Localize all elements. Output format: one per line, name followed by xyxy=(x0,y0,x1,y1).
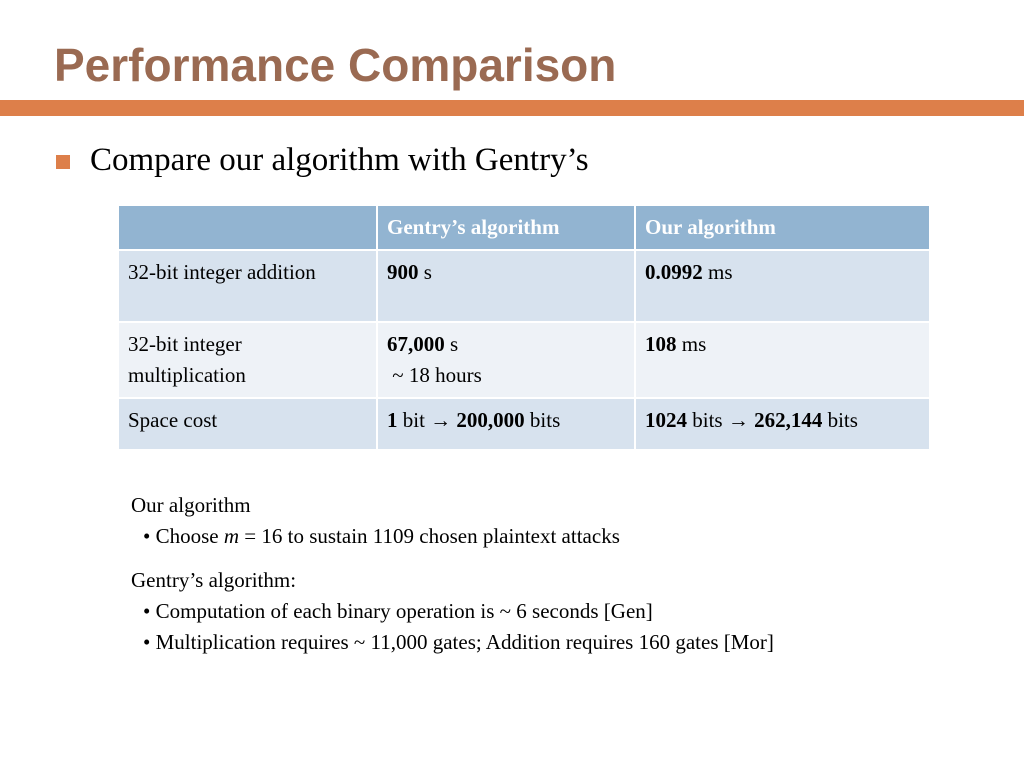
gentry-addition-unit: s xyxy=(418,260,432,284)
gentry-space-from-unit: bit → xyxy=(397,408,457,432)
notes-gentry-item-2: • Multiplication requires ~ 11,000 gates; Addition requires 160 gates [Mor] xyxy=(143,630,774,654)
notes-ours-item-var: m xyxy=(223,524,240,548)
gentry-addition-cell xyxy=(377,250,635,322)
gentry-addition-value: 900 xyxy=(387,260,419,284)
table-row xyxy=(118,322,930,398)
gentry-multiplication-unit: s xyxy=(444,332,459,356)
gentry-space-cell xyxy=(377,398,635,450)
notes-ours-heading: Our algorithm xyxy=(131,493,251,517)
header-gentry: Gentry’s algorithm xyxy=(377,205,635,250)
title-divider xyxy=(0,100,1024,116)
ours-multiplication-unit: ms xyxy=(676,332,707,356)
comparison-table xyxy=(117,204,931,451)
ours-addition-cell xyxy=(635,250,930,322)
gentry-multiplication-cell xyxy=(377,322,635,398)
slide-title: Performance Comparison xyxy=(54,39,617,91)
ours-space-to-unit: bits xyxy=(822,408,858,432)
ours-addition-unit: ms xyxy=(702,260,733,284)
header-ours: Our algorithm xyxy=(635,205,930,250)
gentry-multiplication-value: 67,000 xyxy=(387,332,445,356)
notes-ours-item xyxy=(131,521,774,552)
ours-space-to: 262,144 xyxy=(754,408,823,432)
ours-space-from-unit: bits → xyxy=(687,408,755,432)
gentry-space-from: 1 xyxy=(387,408,398,432)
row-label-addition: 32-bit integer addition xyxy=(118,250,377,322)
row-label-multiplication xyxy=(118,322,377,398)
header-empty xyxy=(118,205,377,250)
ours-addition-value: 0.0992 xyxy=(645,260,703,284)
gentry-multiplication-note: ~ 18 hours xyxy=(387,363,482,387)
table-row xyxy=(118,398,930,450)
row-label-space: Space cost xyxy=(118,398,377,450)
ours-multiplication-value: 108 xyxy=(645,332,677,356)
table-row xyxy=(118,250,930,322)
row-label-multiplication-line2: multiplication xyxy=(128,363,246,387)
main-bullet xyxy=(56,138,589,182)
notes-ours-item-suffix: = 16 to sustain 1109 chosen plaintext attacks xyxy=(239,524,620,548)
square-bullet-icon xyxy=(56,155,70,169)
notes-ours-item-prefix: • Choose xyxy=(143,524,224,548)
table-header-row xyxy=(118,205,930,250)
row-label-multiplication-line1: 32-bit integer xyxy=(128,332,242,356)
ours-space-from: 1024 xyxy=(645,408,687,432)
notes-block xyxy=(131,490,774,658)
notes-gentry-item-1: • Computation of each binary operation is ~ 6 seconds [Gen] xyxy=(143,599,653,623)
gentry-space-to-unit: bits xyxy=(524,408,561,432)
notes-gentry-heading: Gentry’s algorithm: xyxy=(131,568,297,592)
ours-multiplication-cell xyxy=(635,322,930,398)
ours-space-cell xyxy=(635,398,930,450)
main-bullet-text: Compare our algorithm with Gentry’s xyxy=(90,141,589,178)
gentry-space-to: 200,000 xyxy=(456,408,525,432)
